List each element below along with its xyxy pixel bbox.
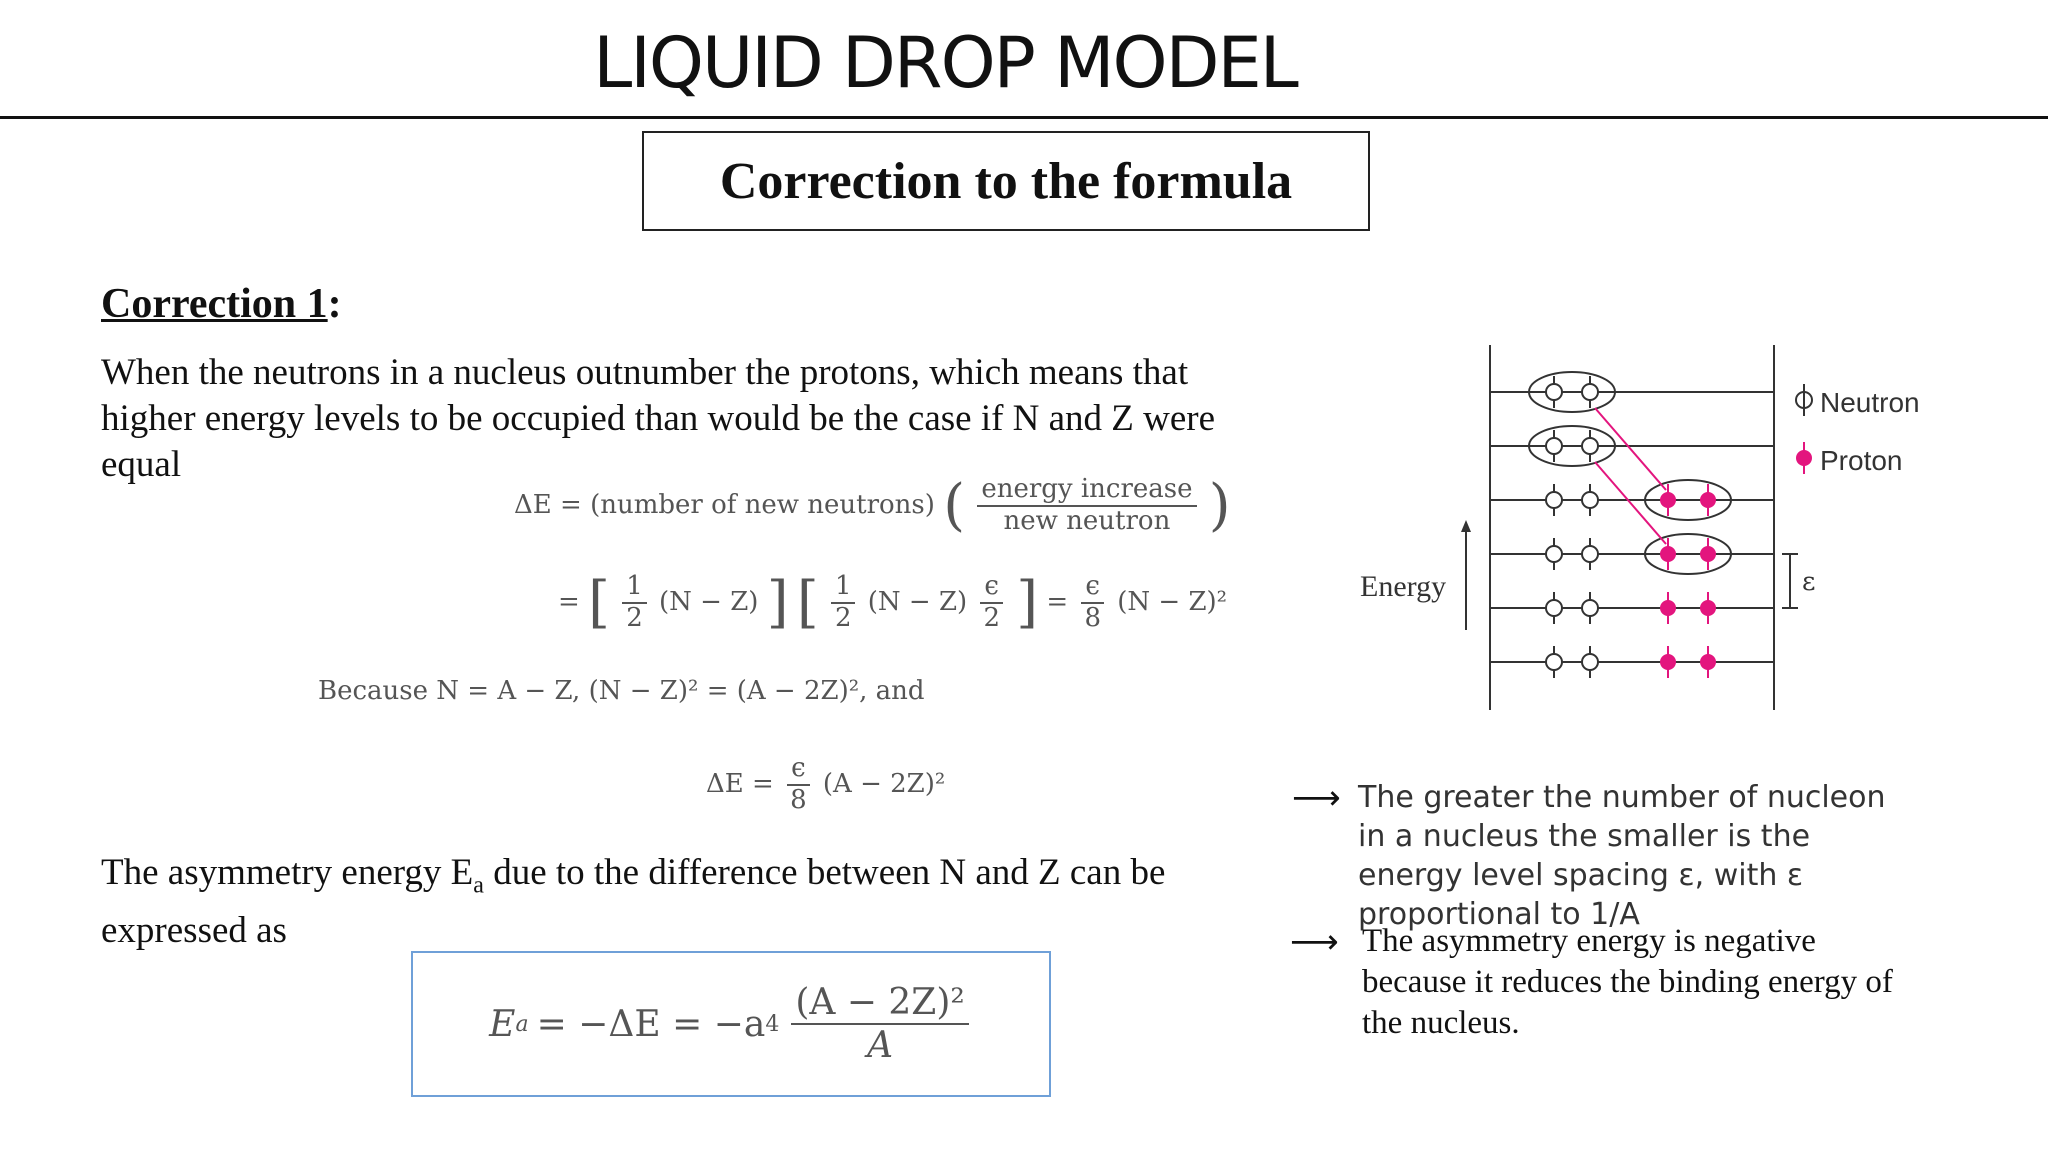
eq2-eps-half <box>979 572 1004 634</box>
neutron-5-2 <box>1582 600 1598 616</box>
eq2-eps-eighth <box>1080 572 1105 634</box>
neutron-4-1 <box>1546 546 1562 562</box>
eq1-fraction <box>977 475 1196 537</box>
eq4-eps-eighth <box>786 754 811 816</box>
proton-markers <box>1660 484 1716 678</box>
boxed-mid: = −ΔE = −a <box>536 1003 766 1045</box>
equation-delta-e-expanded <box>558 569 1228 635</box>
eq2-bracket-close-2: ] <box>1016 569 1039 635</box>
title-divider <box>0 116 2048 119</box>
eq1-open-paren: ( <box>943 472 966 538</box>
section-heading-colon: : <box>327 281 342 327</box>
eq2-eps-half-den: 2 <box>983 602 1000 633</box>
eq2-eps-eighth-num: ϵ <box>1081 572 1104 604</box>
boxed-denominator: A <box>867 1025 894 1066</box>
boxed-lhs: E <box>489 1003 516 1045</box>
proton-4-2 <box>1700 546 1716 562</box>
eq2-half-2-num: 1 <box>831 572 856 604</box>
neutron-2-2 <box>1582 438 1598 454</box>
transition-arrow-1 <box>1595 408 1666 490</box>
eq2-eps-eighth-den: 8 <box>1084 602 1101 633</box>
subtitle-box <box>642 131 1370 231</box>
eq2-half-2-den: 2 <box>834 602 852 633</box>
proton-5-2 <box>1700 600 1716 616</box>
pair-ellipses <box>1529 372 1731 574</box>
eq1-close-paren: ) <box>1208 472 1231 538</box>
eq4-lhs: ΔE = <box>706 768 774 799</box>
note-asymmetry-negative: The asymmetry energy is negative because it reduces the binding energy of the nucleus. <box>1362 923 1893 1041</box>
subtitle-text: Correction to the formula <box>719 152 1293 210</box>
neutron-markers <box>1546 376 1598 678</box>
boxed-lhs-sub: a <box>515 1011 529 1037</box>
intro-paragraph: When the neutrons in a nucleus outnumber the protons, which means that higher energy levels to be occupied than would be the case if N and Z were equal <box>101 352 1216 485</box>
para2-sub: a <box>473 872 484 899</box>
equation-delta-e-definition <box>514 472 1231 538</box>
eq2-equals-2: = <box>1046 586 1069 617</box>
note-level-spacing: The greater the number of nucleon in a nucleus the smaller is the energy level spacing ε, with ε proportional to 1/A <box>1358 780 1886 932</box>
slide-title: LIQUID DROP MODEL <box>593 22 1297 104</box>
para2-pre: The asymmetry energy E <box>101 852 474 893</box>
neutron-3-1 <box>1546 492 1562 508</box>
asymmetry-formula-box <box>411 951 1051 1097</box>
eq1-denominator: new neutron <box>1003 505 1171 536</box>
neutron-3-2 <box>1582 492 1598 508</box>
legend-proton-label: Proton <box>1820 445 1903 476</box>
equation-because-line: Because N = A − Z, (N − Z)² = (A − 2Z)², and <box>318 676 925 706</box>
eq2-bracket-open-1: [ <box>588 569 610 635</box>
eq2-nz-1: (N − Z) <box>659 586 759 617</box>
eq4-eps-num: ϵ <box>787 754 810 786</box>
eq1-lhs: ΔE = (number of new neutrons) <box>514 489 935 520</box>
eq2-rhs: (N − Z)² <box>1117 586 1228 617</box>
neutron-6-2 <box>1582 654 1598 670</box>
eq2-half-2 <box>831 572 856 634</box>
energy-levels <box>1490 392 1774 662</box>
eq2-half-1 <box>622 572 647 634</box>
eq2-bracket-open-2: [ <box>796 569 819 635</box>
neutron-1-1 <box>1546 384 1562 400</box>
proton-4-1 <box>1660 546 1676 562</box>
eq2-equals: = <box>558 586 580 617</box>
boxed-mid-sub: 4 <box>765 1011 780 1037</box>
para2-post: due to the difference between N and Z can be expressed as <box>101 852 1166 952</box>
proton-6-1 <box>1660 654 1676 670</box>
proton-6-2 <box>1700 654 1716 670</box>
neutron-4-2 <box>1582 546 1598 562</box>
proton-3-2 <box>1700 492 1716 508</box>
asymmetry-paragraph <box>101 850 1241 954</box>
note2-arrow-icon: ⟶ <box>1290 922 1339 962</box>
legend-neutron <box>1796 384 1920 418</box>
boxed-fraction <box>791 982 969 1067</box>
neutron-2-1 <box>1546 438 1562 454</box>
eq2-eps-half-num: ϵ <box>980 572 1003 604</box>
eq4-eight-den: 8 <box>790 784 807 815</box>
note1-arrow-icon: ⟶ <box>1292 778 1341 818</box>
transition-arrow-2 <box>1595 462 1666 544</box>
eq1-numerator: energy increase <box>977 475 1196 507</box>
eq2-half-1-den: 2 <box>626 602 643 633</box>
eq4-rhs: (A − 2Z)² <box>822 768 946 799</box>
energy-level-diagram <box>1360 340 1930 720</box>
spacing-label: ε <box>1802 567 1816 597</box>
section-heading <box>101 280 342 328</box>
legend-neutron-label: Neutron <box>1820 387 1920 418</box>
legend-proton <box>1796 442 1903 476</box>
eq2-nz-2: (N − Z) <box>867 586 968 617</box>
neutron-6-1 <box>1546 654 1562 670</box>
eq2-half-1-num: 1 <box>622 572 647 604</box>
neutron-1-2 <box>1582 384 1598 400</box>
boxed-numerator: (A − 2Z)² <box>791 982 969 1025</box>
eq2-bracket-close-1: ] <box>766 569 789 635</box>
equation-delta-e-in-a <box>706 754 945 816</box>
proton-3-1 <box>1660 492 1676 508</box>
section-heading-text: Correction 1 <box>101 281 328 327</box>
energy-axis-arrowhead <box>1461 520 1471 532</box>
neutron-5-1 <box>1546 600 1562 616</box>
proton-5-1 <box>1660 600 1676 616</box>
energy-axis-label: Energy <box>1360 570 1447 603</box>
